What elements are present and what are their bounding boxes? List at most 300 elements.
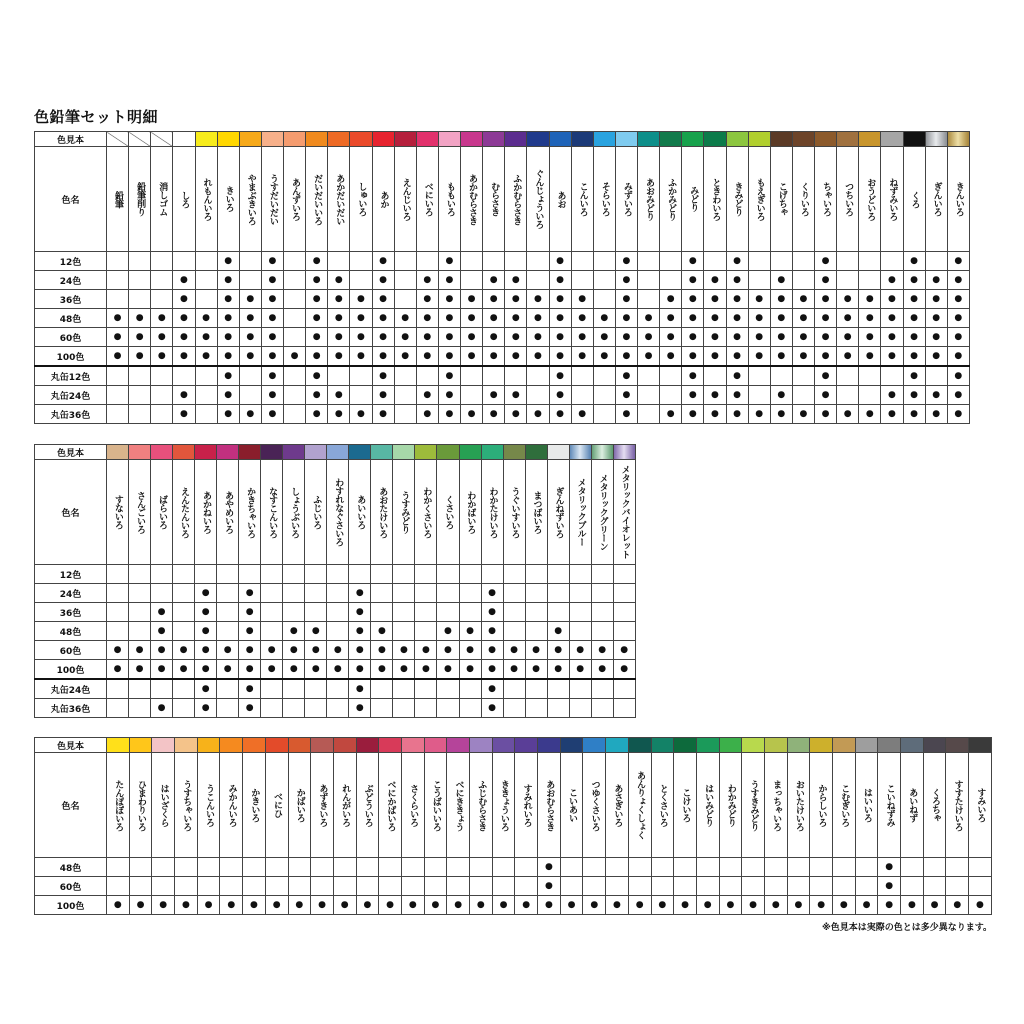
inclusion-cell — [569, 603, 591, 622]
inclusion-cell — [461, 290, 483, 309]
inclusion-cell — [151, 366, 173, 386]
included-dot: ● — [567, 899, 576, 910]
inclusion-cell — [638, 328, 660, 347]
inclusion-cell — [424, 877, 447, 896]
included-dot: ● — [246, 312, 255, 323]
included-dot: ● — [157, 644, 166, 655]
included-dot: ● — [202, 312, 210, 323]
inclusion-cell — [416, 252, 438, 271]
included-dot: ● — [755, 312, 764, 323]
inclusion-cell — [151, 347, 173, 367]
inclusion-cell — [217, 641, 239, 660]
included-dot: ● — [910, 350, 918, 361]
inclusion-cell — [481, 699, 503, 718]
inclusion-cell — [239, 347, 261, 367]
inclusion-cell — [107, 309, 129, 328]
included-dot: ● — [267, 644, 276, 655]
inclusion-cell — [593, 347, 615, 367]
inclusion-cell — [613, 622, 635, 641]
inclusion-cell — [311, 858, 334, 877]
color-name-cell — [372, 147, 394, 252]
inclusion-cell — [606, 877, 629, 896]
included-dot: ● — [534, 350, 542, 361]
inclusion-cell — [704, 366, 726, 386]
included-dot: ● — [224, 274, 233, 285]
color-swatch — [438, 132, 460, 147]
inclusion-cell — [261, 679, 283, 699]
included-dot: ● — [910, 274, 918, 285]
color-swatch — [613, 445, 635, 460]
color-name: きみどり — [732, 182, 743, 216]
included-dot: ● — [666, 408, 675, 419]
color-swatch — [719, 738, 742, 753]
color-name-cell — [333, 753, 356, 858]
included-dot: ● — [312, 312, 321, 323]
inclusion-cell — [349, 660, 371, 680]
inclusion-cell — [349, 699, 371, 718]
inclusion-cell — [505, 309, 527, 328]
inclusion-cell — [265, 896, 288, 915]
inclusion-cell — [107, 877, 130, 896]
included-dot: ● — [821, 389, 830, 400]
included-dot: ● — [181, 899, 190, 910]
color-swatch — [660, 132, 682, 147]
included-dot: ● — [295, 899, 304, 910]
inclusion-cell — [696, 858, 719, 877]
inclusion-cell — [372, 347, 394, 367]
inclusion-cell — [261, 565, 283, 584]
inclusion-cell — [787, 858, 810, 877]
included-dot: ● — [556, 350, 564, 361]
inclusion-cell — [288, 896, 311, 915]
inclusion-cell — [265, 858, 288, 877]
included-dot: ● — [489, 389, 498, 400]
inclusion-cell — [107, 584, 129, 603]
inclusion-cell — [107, 679, 129, 699]
inclusion-cell — [437, 565, 459, 584]
color-name-cell — [261, 460, 283, 565]
inclusion-cell — [438, 347, 460, 367]
inclusion-cell — [173, 386, 195, 405]
inclusion-cell — [173, 309, 195, 328]
color-name: ふじむらさき — [476, 779, 487, 831]
inclusion-cell — [328, 366, 350, 386]
inclusion-cell — [483, 366, 505, 386]
name-header-label: 色名 — [35, 147, 107, 252]
inclusion-cell — [947, 309, 969, 328]
inclusion-cell — [305, 622, 327, 641]
inclusion-cell — [628, 858, 651, 877]
color-swatch — [946, 738, 969, 753]
set-label: 48色 — [35, 622, 107, 641]
inclusion-cell — [129, 386, 151, 405]
inclusion-cell — [217, 347, 239, 367]
color-name: メタリックバイオレット — [619, 465, 630, 559]
inclusion-cell — [792, 366, 814, 386]
included-dot: ● — [355, 625, 364, 636]
inclusion-cell — [837, 347, 859, 367]
included-dot: ● — [711, 312, 719, 323]
included-dot: ● — [534, 293, 542, 304]
swatch-header-label: 色見本 — [35, 132, 107, 147]
included-dot: ● — [799, 408, 808, 419]
inclusion-cell — [704, 252, 726, 271]
color-swatch — [815, 132, 837, 147]
inclusion-cell — [173, 271, 195, 290]
included-dot: ● — [910, 255, 918, 266]
color-swatch — [151, 132, 173, 147]
inclusion-cell — [152, 858, 175, 877]
color-swatch — [810, 738, 833, 753]
included-dot: ● — [445, 293, 454, 304]
inclusion-cell — [837, 271, 859, 290]
set-label: 24色 — [35, 271, 107, 290]
included-dot: ● — [444, 663, 452, 674]
included-dot: ● — [733, 331, 741, 342]
inclusion-cell — [129, 603, 151, 622]
inclusion-cell — [837, 252, 859, 271]
color-name-cell — [923, 753, 946, 858]
inclusion-cell — [243, 896, 266, 915]
color-name: べにかばいろ — [385, 779, 396, 831]
inclusion-cell — [483, 386, 505, 405]
included-dot: ● — [488, 683, 496, 694]
inclusion-cell — [525, 603, 547, 622]
inclusion-cell — [837, 290, 859, 309]
inclusion-cell — [742, 858, 765, 877]
inclusion-cell — [394, 252, 416, 271]
color-name-cell — [438, 147, 460, 252]
inclusion-cell — [195, 565, 217, 584]
inclusion-cell — [481, 603, 503, 622]
included-dot: ● — [511, 350, 520, 361]
inclusion-cell — [129, 896, 152, 915]
inclusion-cell — [770, 252, 792, 271]
inclusion-cell — [173, 660, 195, 680]
inclusion-cell — [651, 896, 674, 915]
set-label: 100色 — [35, 896, 107, 915]
color-swatch — [416, 132, 438, 147]
inclusion-cell — [220, 858, 243, 877]
inclusion-cell — [195, 328, 217, 347]
inclusion-cell — [394, 290, 416, 309]
included-dot: ● — [755, 331, 764, 342]
color-swatch — [283, 445, 305, 460]
color-swatch — [583, 738, 606, 753]
inclusion-cell — [660, 290, 682, 309]
included-dot: ● — [227, 899, 236, 910]
inclusion-cell — [527, 386, 549, 405]
included-dot: ● — [777, 350, 786, 361]
color-name-cell — [527, 147, 549, 252]
color-name: こんいろ — [577, 182, 588, 216]
inclusion-cell — [881, 328, 903, 347]
color-swatch — [107, 738, 130, 753]
inclusion-cell — [416, 366, 438, 386]
inclusion-cell — [833, 896, 856, 915]
color-name-cell — [107, 147, 129, 252]
color-name: すみれいろ — [521, 783, 532, 827]
inclusion-cell — [881, 290, 903, 309]
inclusion-cell — [505, 347, 527, 367]
color-name: はいいろ — [861, 788, 872, 822]
inclusion-cell — [569, 565, 591, 584]
inclusion-cell — [129, 679, 151, 699]
included-dot: ● — [954, 389, 963, 400]
color-swatch — [394, 132, 416, 147]
inclusion-cell — [107, 290, 129, 309]
included-dot: ● — [223, 644, 232, 655]
color-name: 消しゴム — [157, 182, 168, 216]
included-dot: ● — [578, 350, 587, 361]
inclusion-cell — [515, 896, 538, 915]
inclusion-cell — [239, 290, 261, 309]
inclusion-cell — [217, 328, 239, 347]
inclusion-cell — [217, 309, 239, 328]
inclusion-cell — [525, 641, 547, 660]
inclusion-cell — [197, 858, 220, 877]
inclusion-cell — [306, 309, 328, 328]
inclusion-cell — [220, 877, 243, 896]
included-dot: ● — [422, 644, 430, 655]
inclusion-cell — [129, 405, 151, 424]
inclusion-cell — [195, 660, 217, 680]
inclusion-cell — [770, 290, 792, 309]
inclusion-cell — [243, 858, 266, 877]
inclusion-cell — [764, 877, 787, 896]
inclusion-cell — [947, 405, 969, 424]
color-swatch — [787, 738, 810, 753]
inclusion-cell — [239, 252, 261, 271]
inclusion-cell — [515, 877, 538, 896]
color-name: さくらいろ — [408, 783, 419, 827]
included-dot: ● — [578, 331, 587, 342]
inclusion-cell — [503, 660, 525, 680]
inclusion-cell — [483, 290, 505, 309]
color-name-cell — [173, 460, 195, 565]
color-name: あかねいろ — [201, 490, 212, 534]
included-dot: ● — [576, 644, 585, 655]
inclusion-cell — [792, 405, 814, 424]
included-dot: ● — [556, 274, 564, 285]
inclusion-cell — [306, 347, 328, 367]
included-dot: ● — [688, 408, 697, 419]
inclusion-cell — [925, 328, 947, 347]
inclusion-cell — [483, 328, 505, 347]
color-name: ぶどういろ — [362, 783, 373, 827]
color-name: あおむらさき — [544, 779, 555, 831]
included-dot: ● — [644, 350, 653, 361]
inclusion-cell — [547, 584, 569, 603]
inclusion-cell — [770, 386, 792, 405]
inclusion-cell — [129, 877, 152, 896]
color-name-cell — [903, 147, 925, 252]
inclusion-cell — [401, 858, 424, 877]
inclusion-cell — [415, 584, 437, 603]
color-sample-note: ※色見本は実際の色とは多少異なります。 — [821, 923, 992, 933]
inclusion-cell — [571, 405, 593, 424]
inclusion-cell — [415, 660, 437, 680]
color-name: ふじいろ — [311, 495, 322, 529]
color-name: すみいろ — [975, 788, 986, 822]
inclusion-cell — [239, 405, 261, 424]
inclusion-cell — [173, 328, 195, 347]
inclusion-cell — [438, 252, 460, 271]
color-name: ばらいろ — [156, 495, 167, 529]
color-swatch — [239, 445, 261, 460]
inclusion-cell — [947, 347, 969, 367]
inclusion-cell — [283, 699, 305, 718]
inclusion-cell — [674, 858, 697, 877]
inclusion-cell — [726, 366, 748, 386]
inclusion-cell — [726, 328, 748, 347]
included-dot: ● — [733, 312, 741, 323]
set-row — [35, 309, 970, 328]
inclusion-cell — [283, 622, 305, 641]
included-dot: ● — [777, 312, 786, 323]
inclusion-cell — [461, 328, 483, 347]
color-name-cell — [173, 147, 195, 252]
included-dot: ● — [688, 370, 697, 381]
color-name: うこんいろ — [203, 783, 214, 827]
inclusion-cell — [151, 565, 173, 584]
inclusion-cell — [197, 877, 220, 896]
color-name: こうばいいろ — [430, 779, 441, 831]
included-dot: ● — [423, 350, 432, 361]
set-label: 48色 — [35, 309, 107, 328]
color-name: わかみどり — [725, 783, 736, 827]
color-name: とくさいろ — [657, 783, 668, 827]
included-dot: ● — [932, 389, 941, 400]
included-dot: ● — [204, 899, 213, 910]
color-name-cell — [651, 753, 674, 858]
color-swatch — [447, 738, 470, 753]
inclusion-cell — [593, 309, 615, 328]
color-swatch — [704, 132, 726, 147]
color-swatch — [217, 132, 239, 147]
inclusion-cell — [547, 565, 569, 584]
inclusion-cell — [283, 641, 305, 660]
included-dot: ● — [544, 861, 553, 872]
inclusion-cell — [129, 290, 151, 309]
inclusion-cell — [748, 366, 770, 386]
color-swatch — [424, 738, 447, 753]
included-dot: ● — [622, 274, 631, 285]
color-swatch — [696, 738, 719, 753]
inclusion-cell — [903, 271, 925, 290]
inclusion-cell — [261, 309, 283, 328]
inclusion-cell — [284, 252, 306, 271]
included-dot: ● — [267, 663, 276, 674]
included-dot: ● — [224, 350, 233, 361]
inclusion-cell — [470, 877, 493, 896]
inclusion-cell — [770, 366, 792, 386]
inclusion-cell — [372, 290, 394, 309]
inclusion-cell — [129, 858, 152, 877]
included-dot: ● — [910, 331, 918, 342]
color-swatch — [151, 445, 173, 460]
included-dot: ● — [246, 350, 255, 361]
included-dot: ● — [355, 644, 364, 655]
included-dot: ● — [355, 587, 364, 598]
inclusion-cell — [459, 565, 481, 584]
included-dot: ● — [932, 408, 941, 419]
color-swatch — [311, 738, 334, 753]
color-name-cell — [638, 147, 660, 252]
inclusion-cell — [726, 386, 748, 405]
inclusion-cell — [549, 366, 571, 386]
color-name-cell — [674, 753, 697, 858]
inclusion-cell — [549, 405, 571, 424]
inclusion-cell — [239, 699, 261, 718]
inclusion-cell — [284, 328, 306, 347]
inclusion-cell — [401, 877, 424, 896]
inclusion-cell — [505, 271, 527, 290]
inclusion-cell — [306, 252, 328, 271]
inclusion-cell — [151, 603, 173, 622]
color-swatch — [470, 738, 493, 753]
inclusion-cell — [606, 896, 629, 915]
inclusion-cell — [878, 858, 901, 877]
color-swatch — [859, 132, 881, 147]
inclusion-cell — [878, 896, 901, 915]
inclusion-cell — [129, 309, 151, 328]
included-dot: ● — [445, 274, 454, 285]
inclusion-cell — [792, 271, 814, 290]
set-label: 48色 — [35, 858, 107, 877]
set-label: 60色 — [35, 328, 107, 347]
included-dot: ● — [843, 312, 852, 323]
set-row — [35, 366, 970, 386]
included-dot: ● — [488, 702, 496, 713]
inclusion-cell — [459, 660, 481, 680]
color-swatch — [306, 132, 328, 147]
inclusion-cell — [593, 405, 615, 424]
color-swatch — [483, 132, 505, 147]
inclusion-cell — [350, 290, 372, 309]
inclusion-cell — [638, 347, 660, 367]
color-name: あんずいろ — [289, 177, 300, 221]
inclusion-cell — [261, 405, 283, 424]
inclusion-cell — [470, 896, 493, 915]
included-dot: ● — [821, 408, 830, 419]
inclusion-cell — [107, 271, 129, 290]
color-name: ぎんいろ — [931, 182, 942, 216]
inclusion-cell — [527, 252, 549, 271]
included-dot: ● — [135, 663, 144, 674]
set-label: 丸缶24色 — [35, 386, 107, 405]
color-name-cell — [947, 147, 969, 252]
inclusion-cell — [461, 386, 483, 405]
inclusion-cell — [239, 328, 261, 347]
inclusion-cell — [583, 896, 606, 915]
inclusion-cell — [261, 603, 283, 622]
inclusion-cell — [371, 565, 393, 584]
set-label: 丸缶12色 — [35, 366, 107, 386]
color-name: ももいろ — [444, 182, 455, 216]
inclusion-cell — [855, 877, 878, 896]
inclusion-cell — [333, 858, 356, 877]
inclusion-cell — [719, 896, 742, 915]
color-swatch — [674, 738, 697, 753]
set-label: 丸缶24色 — [35, 679, 107, 699]
inclusion-cell — [217, 271, 239, 290]
set-row — [35, 603, 636, 622]
color-name: もえぎいろ — [754, 177, 765, 221]
color-name: ねずみいろ — [887, 177, 898, 221]
inclusion-cell — [416, 271, 438, 290]
inclusion-cell — [327, 699, 349, 718]
